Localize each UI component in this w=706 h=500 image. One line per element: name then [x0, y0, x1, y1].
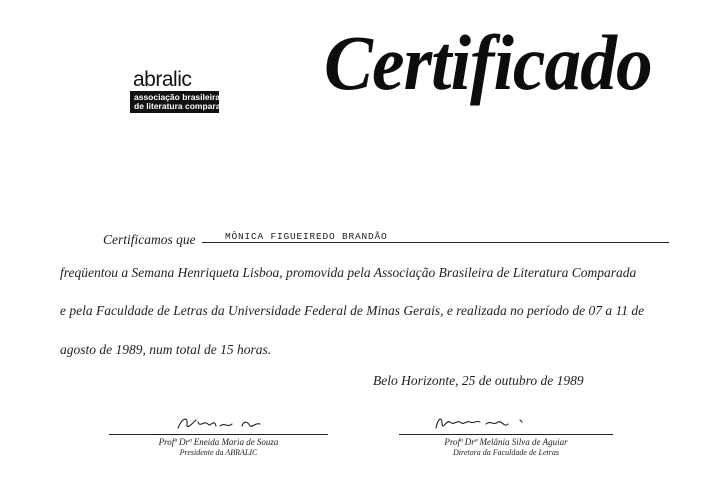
- logo-tagline-box: [130, 91, 231, 113]
- signatory-1-role: Presidente da ABRALIC: [179, 448, 258, 457]
- signature-2-line: [399, 434, 613, 435]
- body-line-2: e pela Faculdade de Letras da Universidade Federal de Minas Gerais, e realizada no período de 07 a 11 de: [60, 303, 645, 318]
- signature-1-handwriting: [170, 412, 270, 436]
- signatory-1: [109, 437, 328, 458]
- certificate-title: Certificado: [324, 19, 652, 106]
- certify-intro-text: Certificamos que: [103, 232, 196, 247]
- recipient-underline: [202, 242, 669, 243]
- logo-wordmark: abralic: [133, 68, 192, 91]
- recipient-name: MÔNICA FIGUEIREDO BRANDÃO: [225, 231, 388, 242]
- body-line-3: agosto de 1989, num total de 15 horas.: [60, 342, 272, 357]
- signature-2-handwriting: [430, 410, 540, 436]
- signatory-2-name: Profª Drª Melânia Silva de Aguiar: [444, 437, 568, 447]
- signature-1-line: [109, 434, 328, 435]
- abralic-logo: [130, 68, 231, 113]
- logo-tagline-line1: associação brasileira: [134, 92, 221, 102]
- place-date: Belo Horizonte, 25 de outubro de 1989: [373, 373, 584, 388]
- signatory-2-role: Diretora da Faculdade de Letras: [453, 448, 559, 457]
- body-line-1: freqüentou a Semana Henriqueta Lisboa, promovida pela Associação Brasileira de Literatura Comparada: [60, 265, 637, 280]
- logo-tagline-line2: de literatura comparada: [134, 101, 231, 111]
- signatory-1-name: Profª Drª Eneida Maria de Souza: [158, 437, 279, 447]
- signatory-2: [399, 437, 613, 458]
